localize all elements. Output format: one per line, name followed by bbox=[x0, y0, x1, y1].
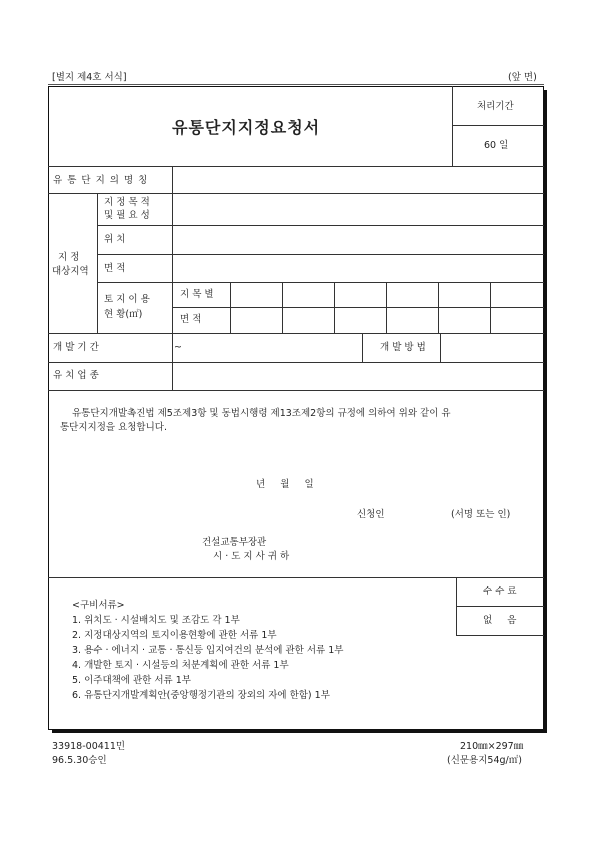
attachments-heading: <구비서류> bbox=[72, 600, 125, 611]
applicant-label: 신청인 bbox=[357, 509, 385, 520]
frame-shadow-right bbox=[544, 90, 547, 733]
location-label: 위 치 bbox=[104, 234, 126, 245]
period-separator: ~ bbox=[174, 342, 182, 353]
rule-lu-col4 bbox=[386, 282, 387, 333]
rule-lu-col1 bbox=[230, 282, 231, 333]
fee-value: 없 음 bbox=[483, 615, 517, 626]
fee-label: 수 수 료 bbox=[483, 586, 517, 597]
attachment-item: 3. 용수 · 에너지 · 교통 · 통신등 입지여건의 분석에 관한 서류 1부 bbox=[72, 645, 344, 656]
processing-period-label: 처리기간 bbox=[477, 101, 514, 112]
frame-shadow-bottom bbox=[52, 730, 547, 733]
statement-line-1: 유통단지개발촉진법 제5조제3항 및 동법시행령 제13조제2항의 규정에 의하여 위와 같이 유 bbox=[72, 408, 451, 419]
method-label: 개 발 방 법 bbox=[380, 342, 426, 353]
approval-date: 96.5.30승인 bbox=[52, 755, 107, 766]
rule-landuse-mid bbox=[172, 307, 544, 308]
form-title: 유통단지지정요청서 bbox=[172, 118, 321, 137]
fee-mid-rule bbox=[456, 606, 544, 607]
period-field[interactable] bbox=[182, 336, 360, 360]
rule-area-bottom bbox=[97, 282, 544, 283]
name-label: 유 통 단 지 의 명 칭 bbox=[53, 175, 149, 186]
rule-location-bottom bbox=[97, 254, 544, 255]
land-use-label-1: 토 지 이 용 bbox=[104, 294, 150, 305]
rule-purpose-bottom bbox=[97, 225, 544, 226]
top-rule bbox=[48, 84, 544, 85]
method-field[interactable] bbox=[442, 336, 542, 360]
purpose-label-1: 지 정 목 적 bbox=[104, 197, 150, 208]
attachment-item: 1. 위치도 · 시설배치도 및 조감도 각 1부 bbox=[72, 615, 240, 626]
period-label: 개 발 기 간 bbox=[53, 342, 99, 353]
name-field[interactable] bbox=[174, 168, 542, 190]
purpose-field[interactable] bbox=[174, 196, 542, 224]
rule-body-bottom bbox=[48, 577, 544, 578]
application-date: 년 월 일 bbox=[256, 479, 314, 490]
rule-label-col bbox=[172, 166, 173, 390]
attachment-item: 5. 이주대책에 관한 서류 1부 bbox=[72, 675, 191, 686]
purpose-label-2: 및 필 요 성 bbox=[104, 210, 150, 221]
attachment-item: 4. 개발한 토지 · 시설등의 처분계획에 관한 서류 1부 bbox=[72, 660, 289, 671]
region-label-2: 대상지역 bbox=[52, 266, 89, 277]
recipient-line-1: 건설교통부장관 bbox=[202, 537, 267, 548]
header-divider bbox=[452, 86, 453, 166]
industry-label: 유 치 업 종 bbox=[53, 370, 99, 381]
form-number: [별지 제4호 서식] bbox=[52, 72, 127, 83]
processing-period-value: 60 일 bbox=[484, 140, 509, 151]
rule-method-split bbox=[440, 333, 441, 362]
attachment-item: 2. 지정대상지역의 토지이용현황에 관한 서류 1부 bbox=[72, 630, 277, 641]
statement-line-2: 통단지지정을 요청합니다. bbox=[60, 422, 167, 433]
rule-period-split bbox=[362, 333, 363, 362]
rule-lu-col3 bbox=[334, 282, 335, 333]
location-field[interactable] bbox=[174, 228, 542, 252]
rule-lu-col6 bbox=[490, 282, 491, 333]
page-side-label: (앞 면) bbox=[508, 72, 537, 83]
rule-region-col bbox=[97, 193, 98, 333]
attachment-item: 6. 유통단지개발계획안(중앙행정기관의 장외의 자에 한함) 1부 bbox=[72, 690, 330, 701]
land-category-label: 지 목 별 bbox=[180, 289, 214, 300]
rule-period-bottom bbox=[48, 362, 544, 363]
industry-field[interactable] bbox=[174, 364, 542, 388]
paper-type: (신문용지54g/㎡) bbox=[447, 755, 522, 766]
rule-industry-bottom bbox=[48, 390, 544, 391]
land-use-label-2: 현 황(㎡) bbox=[104, 309, 143, 320]
paper-size: 210㎜×297㎜ bbox=[460, 741, 524, 752]
land-area-label: 면 적 bbox=[180, 314, 202, 325]
rule-lu-col5 bbox=[438, 282, 439, 333]
rule-header-bottom bbox=[48, 166, 544, 167]
rule-region-bottom bbox=[48, 333, 544, 334]
rule-lu-col2 bbox=[282, 282, 283, 333]
signature-label: (서명 또는 인) bbox=[451, 509, 511, 520]
recipient-line-2: 시 · 도 지 사 귀 하 bbox=[213, 551, 290, 562]
fee-bottom-rule bbox=[456, 635, 544, 636]
area-field[interactable] bbox=[174, 257, 542, 281]
rule-name-bottom bbox=[48, 193, 544, 194]
form-code: 33918-00411민 bbox=[52, 741, 126, 752]
processing-divider bbox=[452, 125, 544, 126]
region-label-1: 지 정 bbox=[58, 252, 80, 263]
area-label: 면 적 bbox=[104, 263, 126, 274]
